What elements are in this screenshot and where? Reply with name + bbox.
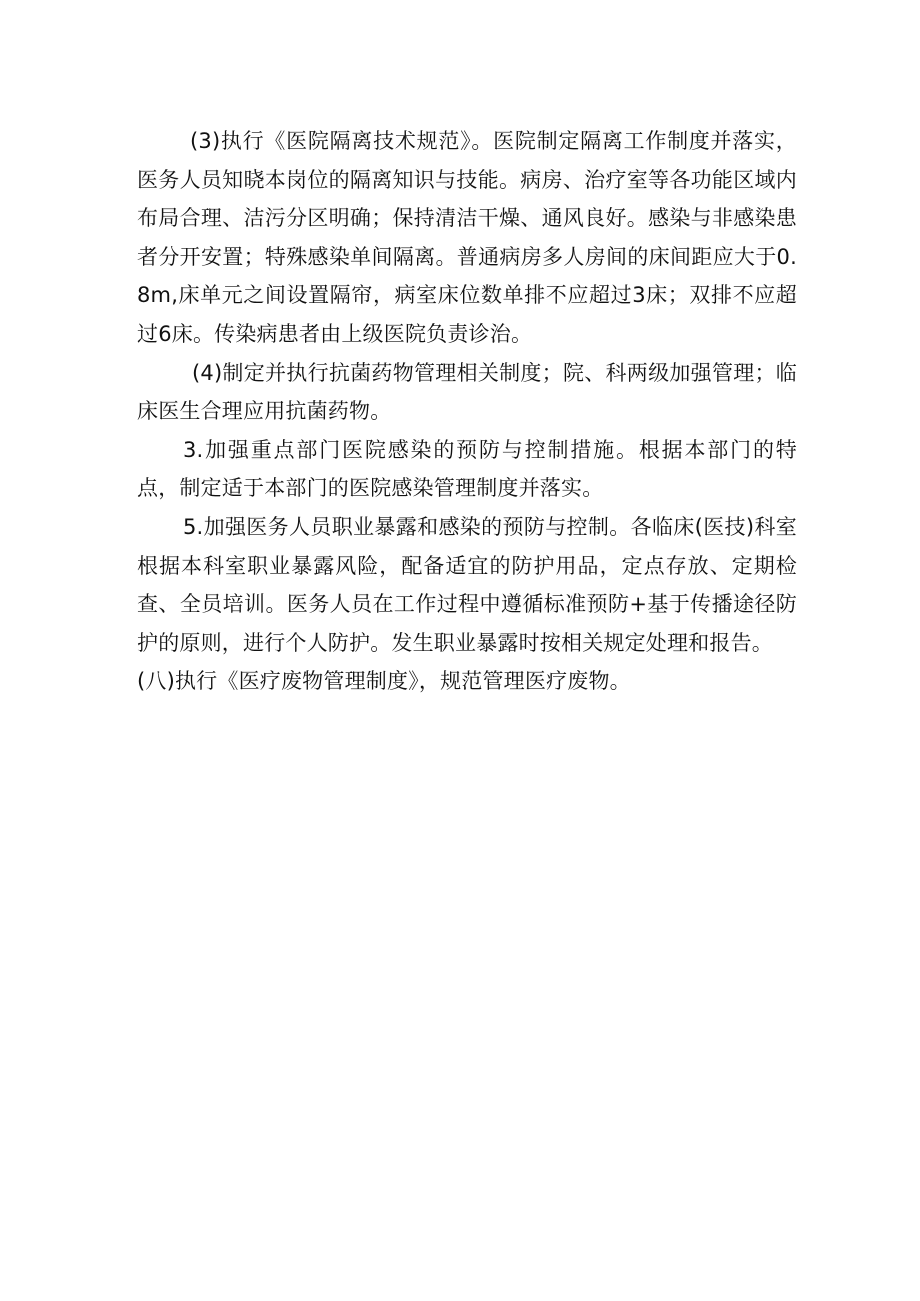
paragraph-antibiotic-management: (4)制定并执行抗菌药物管理相关制度；院、科两级加强管理；临床医生合理应用抗菌药物。 xyxy=(137,360,797,424)
paragraph-occupational-exposure: 5.加强医务人员职业暴露和感染的预防与控制。各临床(医技)科室根据本科室职业暴露风险，配备适宜的防护用品，定点存放、定期检查、全员培训。医务人员在工作过程中遵循标准预防+基于传播途径防护的原则，进行个人防护。发生职业暴露时按相关规定处理和报告。 xyxy=(137,514,797,655)
paragraph-key-departments: 3.加强重点部门医院感染的预防与控制措施。根据本部门的特点，制定适于本部门的医院感染管理制度并落实。 xyxy=(137,437,797,501)
paragraph-isolation-standard: (3)执行《医院隔离技术规范》。医院制定隔离工作制度并落实，医务人员知晓本岗位的隔离知识与技能。病房、治疗室等各功能区域内布局合理、洁污分区明确；保持清洁干燥、通风良好。感染与非感染患者分开安置；特殊感染单间隔离。普通病房多人房间的床间距应大于0.8m,床单元之间设置隔帘，病室床位数单排不应超过3床；双排不应超过6床。传染病患者由上级医院负责诊治。 xyxy=(137,129,797,346)
document-body xyxy=(137,122,797,701)
paragraph-medical-waste: (八)执行《医疗废物管理制度》，规范管理医疗废物。 xyxy=(137,669,631,694)
